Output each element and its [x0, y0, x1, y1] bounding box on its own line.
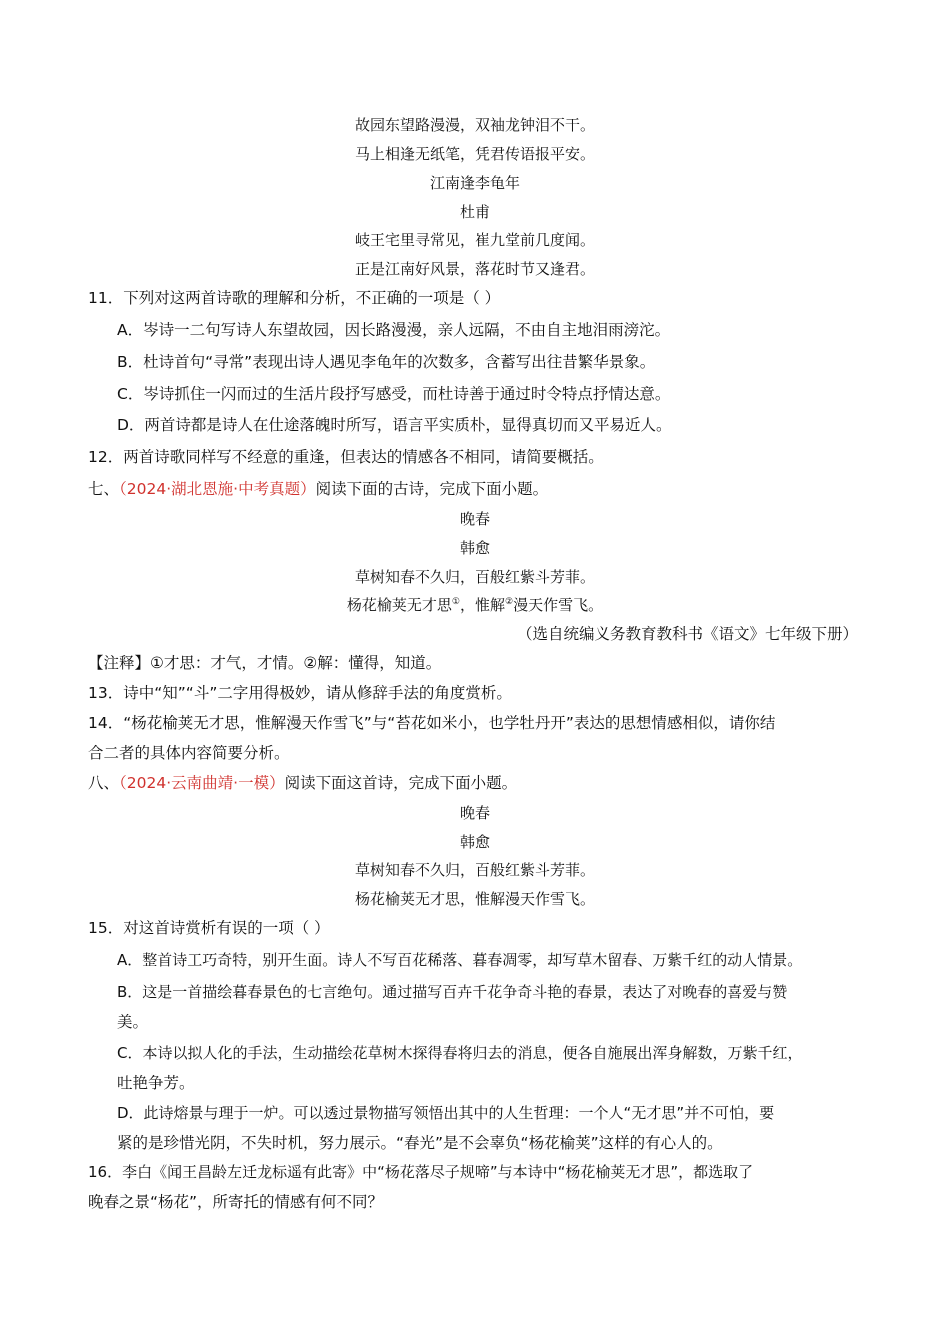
- section-7-poem-author: 韩愈: [459, 539, 490, 557]
- question-11-option-c: C．岑诗抓住一闪而过的生活片段抒写感受，而杜诗善于通过时令特点抒情达意。: [117, 385, 671, 403]
- section-7-poem-line: 草树知春不久归，百般红紫斗芳菲。: [354, 568, 595, 586]
- poem-text: 杨花榆荚无才思: [346, 596, 452, 614]
- question-11-stem: 11．下列对这两首诗歌的理解和分析，不正确的一项是（ ）: [88, 289, 501, 307]
- section-8-poem-line: 杨花榆荚无才思，惟解漫天作雪飞。: [354, 890, 595, 908]
- section-7-heading: [88, 479, 548, 499]
- section-8-poem-author: 韩愈: [459, 833, 490, 851]
- poem-text: 漫天作雪飞。: [513, 596, 604, 614]
- poem2-line: 正是江南好风景，落花时节又逢君。: [354, 260, 595, 278]
- question-11-option-b: B．杜诗首句“寻常”表现出诗人遇见李龟年的次数多，含蓄写出往昔繁华景象。: [117, 353, 656, 371]
- section-8-instruction: 阅读下面这首诗，完成下面小题。: [284, 774, 518, 792]
- poem2-title: 江南逢李龟年: [429, 174, 520, 192]
- question-13-stem: 13．诗中“知”“斗”二字用得极妙，请从修辞手法的角度赏析。: [88, 684, 512, 702]
- question-15-option-d-cont: 紧的是珍惜光阴，不失时机，努力展示。“春光”是不会辜负“杨花榆荚”这样的有心人的。: [117, 1134, 723, 1152]
- footnote-mark: ②: [505, 597, 514, 607]
- question-15-option-a: A．整首诗工巧奇特，别开生面。诗人不写百花稀落、暮春凋零，却写草木留春、万紫千红的动人情景。: [117, 951, 803, 969]
- question-14-line: 14．“杨花榆荚无才思，惟解漫天作雪飞”与“苔花如米小，也学牡丹开”表达的思想情感相似，请你结: [88, 714, 776, 732]
- section-8-heading: [88, 773, 517, 793]
- section-8-source: （2024·云南曲靖·一模）: [119, 774, 285, 792]
- section-8-poem-title: 晚春: [459, 804, 490, 822]
- section-7-citation: （选自统编义务教育教科书《语文》七年级下册）: [516, 625, 858, 643]
- question-15-option-b: B．这是一首描绘暮春景色的七言绝句。通过描写百卉千花争奇斗艳的春景，表达了对晚春的喜爱与赞: [117, 983, 788, 1001]
- section-8-number: 八、: [88, 774, 120, 792]
- poem2-author: 杜甫: [459, 203, 490, 221]
- footnote-mark: ①: [451, 597, 460, 607]
- question-12-stem: 12．两首诗歌同样写不经意的重逢，但表达的情感各不相同，请简要概括。: [88, 448, 604, 466]
- poem-text: ，惟解: [459, 596, 505, 614]
- question-16-line: 晚春之景“杨花”，所寄托的情感有何不同？: [88, 1193, 384, 1211]
- section-7-poem-title: 晚春: [459, 510, 490, 528]
- section-7-source: （2024·湖北恩施·中考真题）: [119, 480, 316, 498]
- question-15-option-b-cont: 美。: [117, 1013, 149, 1031]
- section-7-number: 七、: [88, 480, 120, 498]
- section-7-notes: 【注释】①才思：才气，才情。②解：懂得，知道。: [88, 654, 442, 672]
- section-8-poem-line: 草树知春不久归，百般红紫斗芳菲。: [354, 861, 595, 879]
- question-15-option-c-cont: 吐艳争芳。: [117, 1074, 195, 1092]
- poem2-line: 岐王宅里寻常见，崔九堂前几度闻。: [354, 231, 595, 249]
- section-7-instruction: 阅读下面的古诗，完成下面小题。: [315, 480, 549, 498]
- question-15-stem: 15．对这首诗赏析有误的一项（ ）: [88, 919, 330, 937]
- question-11-option-a: A．岑诗一二句写诗人东望故园，因长路漫漫，亲人远隔，不由自主地泪雨滂沱。: [117, 321, 671, 339]
- poem1-line: 故园东望路漫漫，双袖龙钟泪不干。: [354, 116, 595, 134]
- section-7-poem-line: [0, 595, 950, 615]
- question-16-line: 16．李白《闻王昌龄左迁龙标遥有此寄》中“杨花落尽子规啼”与本诗中“杨花榆荚无才思”，都选取了: [88, 1163, 754, 1181]
- poem1-line: 马上相逢无纸笔，凭君传语报平安。: [354, 145, 595, 163]
- question-15-option-c: C．本诗以拟人化的手法，生动描绘花草树木探得春将归去的消息，便各自施展出浑身解数，万紫千红，: [117, 1044, 803, 1062]
- question-14-line: 合二者的具体内容简要分析。: [88, 744, 290, 762]
- question-15-option-d: D．此诗熔景与理于一炉。可以透过景物描写领悟出其中的人生哲理：一个人“无才思”并不可怕，要: [117, 1104, 775, 1122]
- question-11-option-d: D．两首诗都是诗人在仕途落魄时所写，语言平实质朴，显得真切而又平易近人。: [117, 416, 672, 434]
